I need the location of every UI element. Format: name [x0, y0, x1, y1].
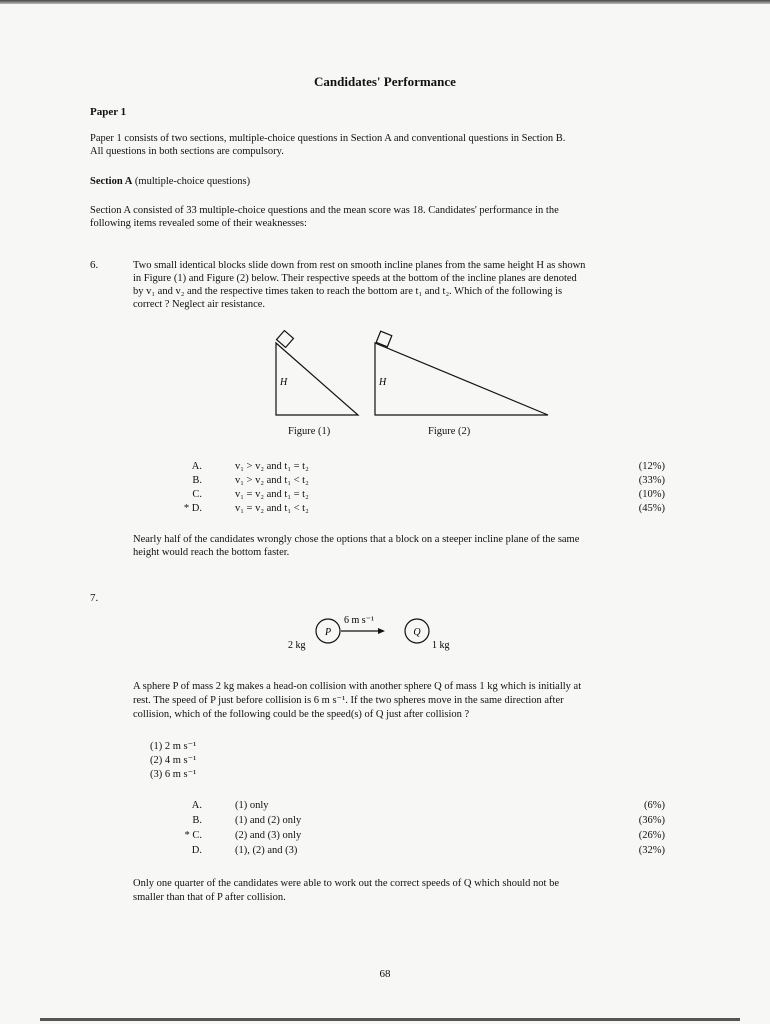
page-title: Candidates' Performance — [314, 74, 456, 89]
q6-option-letter: * D. — [183, 503, 202, 514]
figure-1-incline — [276, 331, 358, 415]
q7-text-line-2: rest. The speed of P just before collision is 6 m s⁻¹. If the two spheres move in the same direction after — [133, 695, 564, 706]
figure-1-caption: Figure (1) — [288, 426, 331, 437]
figure-2-caption: Figure (2) — [428, 426, 471, 437]
sphere-p-label: P — [324, 627, 332, 638]
q6-text-line-4: correct ? Neglect air resistance. — [133, 299, 266, 310]
page-number: 68 — [379, 968, 391, 980]
q6-option-percent: (33%) — [638, 475, 665, 486]
q6-option-letter: A. — [191, 461, 202, 472]
q6-text-line-3: by v₁ and v₂ and the respective times taken to reach the bottom are t₁ and t₂. Which of the following is — [133, 286, 563, 297]
q7-statement: (2) 4 m s⁻¹ — [150, 755, 197, 766]
q6-option-text: v₁ = v₂ and t₁ < t₂ — [235, 503, 309, 514]
section-intro-line-2: following items revealed some of their weaknesses: — [90, 218, 307, 229]
figure-2-height-label: H — [379, 377, 387, 388]
q6-option-text: v₁ > v₂ and t₁ < t₂ — [235, 475, 309, 486]
scan-bottom-edge — [40, 1018, 740, 1021]
q7-option-letter: A. — [191, 800, 202, 811]
q7-option-percent: (26%) — [638, 830, 665, 841]
q6-text-line-2: in Figure (1) and Figure (2) below. Their respective speeds at the bottom of the incline planes are denoted — [133, 273, 577, 284]
q6-option-percent: (12%) — [638, 461, 665, 472]
paper-intro-line-1: Paper 1 consists of two sections, multiple-choice questions in Section A and conventional questions in Section B. — [90, 133, 566, 144]
q6-option-percent: (45%) — [638, 503, 665, 514]
q7-option-percent: (6%) — [644, 800, 665, 811]
question-7-number: 7. — [90, 592, 99, 604]
q7-option-text: (2) and (3) only — [235, 830, 302, 841]
collision-diagram — [288, 615, 450, 651]
q7-comment-line-1: Only one quarter of the candidates were able to work out the correct speeds of Q which should not be — [133, 878, 559, 889]
q6-comment-line-2: height would reach the bottom faster. — [133, 547, 290, 558]
q7-option-letter: D. — [191, 845, 202, 856]
q7-option-letter: * C. — [184, 830, 202, 841]
sphere-q-label: Q — [413, 627, 421, 638]
mass-q-label: 1 kg — [432, 640, 450, 651]
q6-comment-line-1: Nearly half of the candidates wrongly chose the options that a block on a steeper incline plane of the same — [133, 534, 580, 545]
q7-option-letter: B. — [192, 815, 202, 826]
q7-option-text: (1), (2) and (3) — [235, 845, 298, 856]
q7-text-line-1: A sphere P of mass 2 kg makes a head-on collision with another sphere Q of mass 1 kg which is initially at — [133, 681, 582, 692]
section-heading-bold: Section A — [90, 176, 133, 187]
paper-intro-line-2: All questions in both sections are compulsory. — [90, 146, 284, 157]
q7-option-text: (1) only — [235, 800, 269, 811]
q6-option-text: v₁ > v₂ and t₁ = t₂ — [235, 461, 309, 472]
q6-option-letter: C. — [192, 489, 202, 500]
section-heading-rest: (multiple-choice questions) — [134, 176, 251, 187]
q7-option-percent: (36%) — [638, 815, 665, 826]
q7-option-text: (1) and (2) only — [235, 815, 302, 826]
question-6-number: 6. — [90, 259, 99, 271]
q6-option-letter: B. — [192, 475, 202, 486]
arrow-head-icon — [378, 628, 385, 634]
figure-2-incline — [375, 331, 548, 415]
speed-label: 6 m s⁻¹ — [344, 615, 374, 626]
q7-statement: (3) 6 m s⁻¹ — [150, 769, 197, 780]
q7-option-percent: (32%) — [638, 845, 665, 856]
q7-comment-line-2: smaller than that of P after collision. — [133, 892, 286, 903]
paper-heading: Paper 1 — [90, 106, 127, 118]
q6-option-percent: (10%) — [638, 489, 665, 500]
q7-text-line-3: collision, which of the following could be the speed(s) of Q just after collision ? — [133, 709, 470, 720]
mass-p-label: 2 kg — [288, 640, 306, 651]
q6-option-text: v₁ = v₂ and t₁ = t₂ — [235, 489, 309, 500]
q7-statement: (1) 2 m s⁻¹ — [150, 741, 197, 752]
figure-1-height-label: H — [280, 377, 288, 388]
section-intro-line-1: Section A consisted of 33 multiple-choice questions and the mean score was 18. Candidates' performance in the — [90, 205, 559, 216]
q6-text-line-1: Two small identical blocks slide down from rest on smooth incline planes from the same height H as shown — [133, 260, 586, 271]
